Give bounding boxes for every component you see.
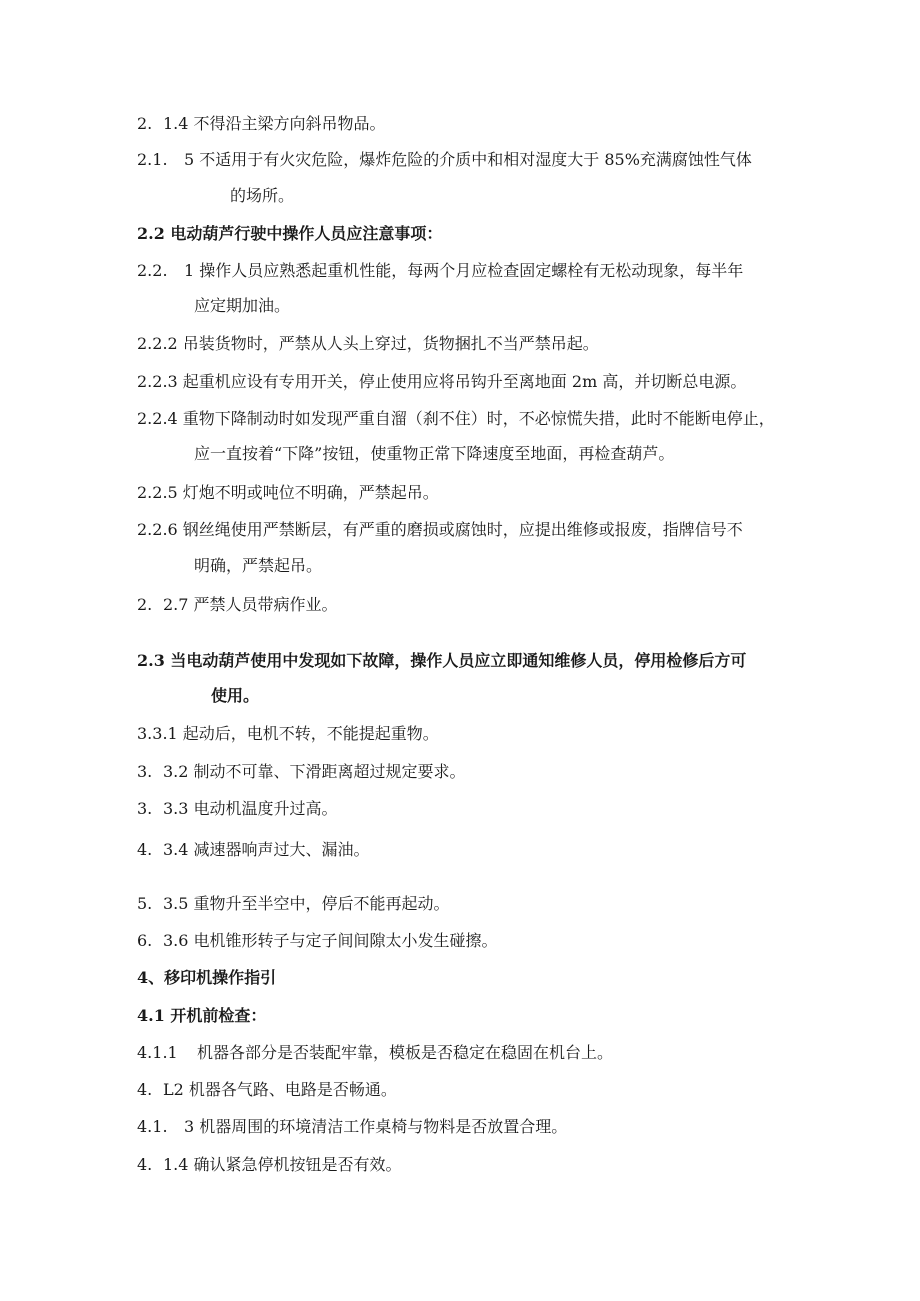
list-item (137, 799, 338, 819)
item-text: 1.4 不得沿主梁方向斜吊物品。 (163, 114, 386, 133)
list-item (137, 372, 746, 392)
item-text: 3.4 减速器响声过大、漏油。 (163, 840, 370, 859)
item-text: 2.2.2 吊装货物时，严禁从人头上穿过，货物捆扎不当严禁吊起。 (137, 334, 599, 353)
item-text: 1.4 确认紧急停机按钮是否有效。 (163, 1155, 402, 1174)
continuation-line (194, 296, 290, 316)
heading-text: 2.3 当电动葫芦使用中发现如下故障，操作人员应立即通知维修人员，停用检修后方可 (137, 651, 747, 670)
item-text: 1 操作人员应熟悉起重机性能，每两个月应检查固定螺栓有无松动现象，每半年 (184, 261, 744, 280)
section-heading (137, 651, 746, 671)
item-text: 3.3 电动机温度升过高。 (163, 799, 338, 818)
list-item (137, 409, 775, 429)
list-item (137, 334, 599, 354)
list-item (137, 483, 439, 503)
continuation-line (194, 444, 674, 464)
item-text: 机器各部分是否装配牢靠，模板是否稳定在稳固在机台上。 (197, 1043, 614, 1062)
item-text: 3.5 重物升至半空中，停后不能再起动。 (163, 894, 450, 913)
item-text: 3.2 制动不可靠、下滑距离超过规定要求。 (163, 762, 466, 781)
list-item (137, 595, 338, 615)
item-number: 3. (137, 762, 153, 781)
item-text: 应定期加油。 (194, 296, 291, 315)
item-text: 的场所。 (230, 186, 295, 205)
list-item (137, 520, 743, 540)
item-text: L2 机器各气路、电路是否畅通。 (163, 1080, 397, 1099)
list-item (137, 724, 439, 744)
item-number: 2. (137, 114, 153, 133)
continuation-line (194, 556, 322, 576)
item-text: 应一直按着“下降”按钮，使重物正常下降速度至地面，再检查葫芦。 (194, 444, 675, 463)
heading-text: 4、移印机操作指引 (137, 968, 277, 987)
item-number: 4. (137, 840, 153, 859)
list-item (137, 1043, 613, 1063)
list-item (137, 261, 743, 281)
heading-text: 2.2 电动葫芦行驶中操作人员应注意事项： (137, 224, 443, 243)
item-text: 2.2.4 重物下降制动时如发现严重自溜（刹不住）时，不必惊慌失措，此时不能断电停止， (137, 409, 775, 428)
list-item (137, 931, 498, 951)
heading-text: 使用。 (211, 686, 260, 705)
item-number: 2. (137, 595, 153, 614)
item-number: 3. (137, 799, 153, 818)
item-number: 4. (137, 1155, 153, 1174)
item-text: 2.2.5 灯炮不明或吨位不明确，严禁起吊。 (137, 483, 439, 502)
item-number: 5. (137, 894, 153, 913)
item-number: 2.1. (137, 150, 168, 169)
list-item (137, 840, 370, 860)
continuation-line (211, 686, 259, 706)
item-number: 2.2. (137, 261, 168, 280)
section-heading (137, 224, 442, 244)
item-text: 2.7 严禁人员带病作业。 (163, 595, 338, 614)
section-heading (137, 1006, 266, 1026)
item-number: 4.1.1 (137, 1043, 178, 1062)
item-number: 4. (137, 1080, 153, 1099)
list-item (137, 114, 386, 134)
item-text: 3.6 电机锥形转子与定子间间隙太小发生碰擦。 (163, 931, 498, 950)
section-heading (137, 968, 276, 988)
item-number: 4.1. (137, 1117, 168, 1136)
item-text: 明确，严禁起吊。 (194, 556, 323, 575)
item-text: 2.2.3 起重机应设有专用开关，停止使用应将吊钩升至离地面 2m 高，并切断总电源。 (137, 372, 747, 391)
continuation-line (230, 186, 294, 206)
list-item (137, 1155, 402, 1175)
item-text: 2.2.6 钢丝绳使用严禁断层，有严重的磨损或腐蚀时，应提出维修或报废，指牌信号不 (137, 520, 743, 539)
list-item (137, 1080, 397, 1100)
item-number: 6. (137, 931, 153, 950)
item-text: 3 机器周围的环境清洁工作桌椅与物料是否放置合理。 (184, 1117, 568, 1136)
heading-text: 4.1 开机前检查： (137, 1006, 267, 1025)
item-text: 5 不适用于有火灾危险，爆炸危险的介质中和相对湿度大于 85%充满腐蚀性气体 (184, 150, 752, 169)
list-item (137, 150, 752, 170)
item-text: 3.3.1 起动后，电机不转，不能提起重物。 (137, 724, 439, 743)
list-item (137, 762, 466, 782)
list-item (137, 1117, 567, 1137)
list-item (137, 894, 450, 914)
